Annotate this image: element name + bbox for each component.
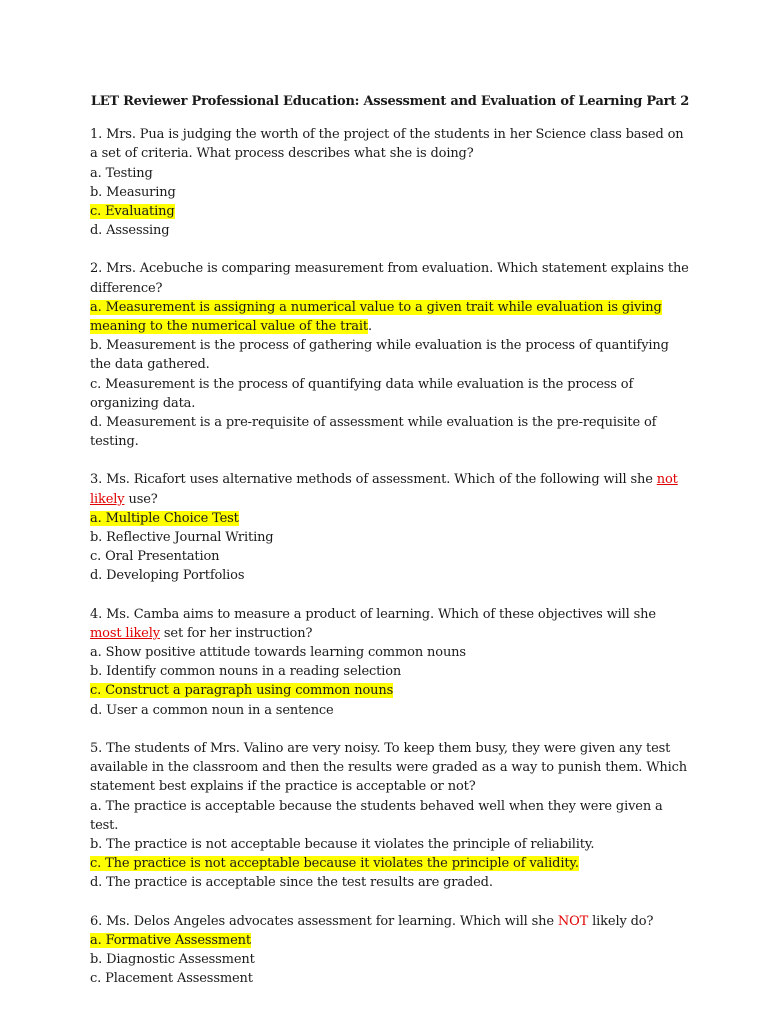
option-c: c. Placement Assessment	[90, 971, 253, 987]
answer-highlight: c. Construct a paragraph using common nouns	[90, 683, 394, 699]
option-b: b. Measuring	[90, 184, 176, 200]
question-stem: 4. Ms. Camba aims to measure a product of learning. Which of these objectives will she most likely set for her instruction?	[90, 606, 656, 641]
answer-highlight: a. Formative Assessment	[90, 932, 251, 948]
option-a: a. Show positive attitude towards learning common nouns	[90, 645, 466, 661]
answer-highlight: c. The practice is not acceptable because it violates the principle of validity.	[90, 856, 579, 872]
emphasis-text: most likely	[90, 625, 160, 641]
option-c: c. Oral Presentation	[90, 549, 220, 565]
document-page	[90, 92, 690, 1007]
question-2	[90, 259, 690, 451]
option-a: a. The practice is acceptable because the students behaved well when they were given a test.	[90, 798, 663, 833]
question-stem: 2. Mrs. Acebuche is comparing measurement from evaluation. Which statement explains the difference?	[90, 261, 689, 296]
emphasis-text: NOT	[557, 913, 589, 929]
document-title: LET Reviewer Professional Education: Assessment and Evaluation of Learning Part 2	[90, 94, 690, 109]
question-stem: 5. The students of Mrs. Valino are very noisy. To keep them busy, they were given any test available in the classroom and then the results were graded as a way to punish them. Which statement best explains if the practice is acceptable or not?	[90, 740, 688, 795]
answer-highlight: a. Multiple Choice Test	[90, 510, 239, 526]
answer-highlight: a. Measurement is assigning a numerical value to a given trait while evaluation is giving meaning to the numerical value of the trait	[90, 299, 662, 335]
question-1	[90, 125, 690, 240]
question-stem: 6. Ms. Delos Angeles advocates assessment for learning. Which will she NOT likely do?	[90, 913, 654, 929]
option-c-answer	[90, 854, 690, 873]
emphasis-text: not likely	[90, 472, 678, 507]
option-d: d. Developing Portfolios	[90, 568, 245, 584]
question-stem: 3. Ms. Ricafort uses alternative methods of assessment. Which of the following will she not likely use?	[90, 472, 678, 507]
option-b: b. Identify common nouns in a reading selection	[90, 664, 402, 680]
answer-period: .	[367, 319, 372, 335]
option-b: b. Reflective Journal Writing	[90, 530, 274, 546]
option-c-answer	[90, 681, 690, 700]
question-stem: 1. Mrs. Pua is judging the worth of the project of the students in her Science class based on a set of criteria. What process describes what she is doing?	[90, 127, 684, 162]
option-c-answer	[90, 202, 690, 221]
answer-highlight: c. Evaluating	[90, 204, 175, 220]
option-a-answer	[90, 509, 690, 528]
option-b: b. The practice is not acceptable because it violates the principle of reliability.	[90, 836, 595, 852]
question-6	[90, 912, 690, 989]
option-a: a. Testing	[90, 165, 153, 181]
option-a-answer	[90, 298, 690, 336]
option-d: d. Assessing	[90, 223, 170, 239]
option-a-answer	[90, 931, 690, 950]
question-5	[90, 739, 690, 893]
question-3	[90, 470, 690, 585]
option-d: d. User a common noun in a sentence	[90, 702, 334, 718]
option-c: c. Measurement is the process of quantifying data while evaluation is the process of organizing data.	[90, 376, 634, 411]
question-4	[90, 605, 690, 720]
option-b: b. Diagnostic Assessment	[90, 951, 255, 967]
option-d: d. The practice is acceptable since the test results are graded.	[90, 875, 493, 891]
option-d: d. Measurement is a pre-requisite of assessment while evaluation is the pre-requisite of testing.	[90, 415, 657, 450]
option-b: b. Measurement is the process of gathering while evaluation is the process of quantifying the data gathered.	[90, 338, 669, 373]
